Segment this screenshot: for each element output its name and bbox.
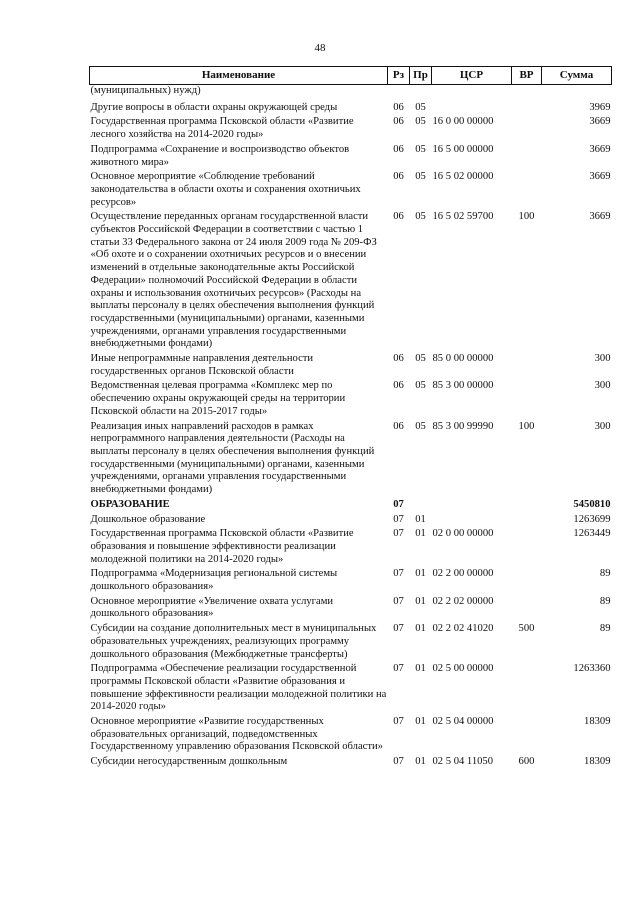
- cell-csr: 02 5 04 11050: [432, 756, 494, 768]
- cell-sum: 1263360: [573, 663, 611, 675]
- cell-sum: 18309: [584, 756, 611, 768]
- cell-vr: [512, 98, 542, 115]
- cell-pr: 05: [415, 211, 426, 223]
- cell-sum: 300: [594, 353, 611, 365]
- cell-sum: 3669: [589, 116, 611, 128]
- cell-name: Основное мероприятие «Увеличение охвата услугами дошкольного образования»: [90, 595, 334, 620]
- cell-name: Осуществление переданных органам государственной власти субъектов Российской Федерации в соответствии с частью 1 статьи 33 Федерального закона от 24 июля 2009 года № 209-ФЗ «Об охоте и о сохранении охотничьих ресурсов и о внесении изменений в отдельные законодательные акты Российской Федерации» полномочий Российской Федерации в области охраны и использования охотничьих ресурсов» (Расходы на выплаты персоналу в целях обеспечения выполнения функций государственными (муниципальными) органами, казенными учреждениями, органами управления государственными внебюджетными фондами): [90, 211, 377, 350]
- cell-sum: 18309: [584, 716, 611, 728]
- table-row: [90, 419, 612, 497]
- cell-csr: 02 5 04 00000: [432, 716, 494, 728]
- table-row: [90, 754, 612, 769]
- cell-rz: 07: [393, 568, 404, 580]
- cell-name: Дошкольное образование: [90, 513, 206, 525]
- cell-rz: 07: [393, 716, 404, 728]
- cell-name: Реализация иных направлений расходов в рамках непрограммного направления деятельности (Расходы на выплаты персоналу в целях обеспечения выполнения функций государственными (муниципальными) органами, казенными учреждениями, органами управления государственными внебюджетными фондами): [90, 420, 375, 496]
- cell-vr: [512, 378, 542, 418]
- cell-pr: 01: [415, 528, 426, 540]
- cell-rz: 06: [393, 353, 404, 365]
- cell-name: Подпрограмма «Модернизация региональной системы дошкольного образования»: [90, 568, 338, 593]
- cell-vr: 100: [518, 211, 535, 223]
- cell-rz: 06: [393, 380, 404, 392]
- cell-name: (муниципальных) нужд): [90, 85, 201, 96]
- cell-pr: 01: [415, 623, 426, 635]
- cell-sum: 1263699: [573, 513, 611, 525]
- header-rz: Рз: [388, 67, 410, 85]
- cell-rz: 06: [393, 211, 404, 223]
- cell-csr: 85 3 00 00000: [432, 380, 494, 392]
- cell-name: Ведомственная целевая программа «Комплекс мер по обеспечению охраны окружающей среды на территории Псковской области на 2015-2017 годы»: [90, 380, 346, 417]
- cell-name: ОБРАЗОВАНИЕ: [90, 498, 170, 510]
- cell-sum: 300: [594, 420, 611, 432]
- cell-csr: [432, 512, 512, 527]
- cell-name: Основное мероприятие «Соблюдение требований законодательства в области охоты и сохранения охотничьих ресурсов»: [90, 171, 361, 208]
- cell-vr: [512, 351, 542, 378]
- table-row: [90, 497, 612, 512]
- cell-vr: [512, 566, 542, 593]
- cell-pr: 01: [415, 663, 426, 675]
- cell-sum: 3669: [589, 171, 611, 183]
- cell-name: Иные непрограммные направления деятельности государственных органов Псковской области: [90, 353, 314, 377]
- table-row: [90, 526, 612, 566]
- header-sum: Сумма: [542, 67, 612, 85]
- header-vr: ВР: [512, 67, 542, 85]
- cell-rz: 06: [393, 143, 404, 155]
- table-row: [90, 661, 612, 714]
- cell-pr: 05: [415, 143, 426, 155]
- cell-name: Другие вопросы в области охраны окружающей среды: [90, 101, 338, 113]
- cell-sum: 89: [599, 595, 611, 607]
- table-row: [90, 142, 612, 169]
- cell-pr: 01: [415, 568, 426, 580]
- table-body: [90, 85, 612, 769]
- table-row: [90, 85, 612, 98]
- cell-csr: 85 3 00 99990: [432, 420, 494, 432]
- cell-pr: 05: [415, 116, 426, 128]
- cell-rz: 07: [393, 513, 404, 525]
- cell-vr: [512, 142, 542, 169]
- cell-vr: [512, 497, 542, 512]
- cell-sum: 3669: [589, 143, 611, 155]
- table-row: [90, 114, 612, 141]
- cell-csr: 85 0 00 00000: [432, 353, 494, 365]
- cell-vr: [512, 714, 542, 754]
- cell-vr: [512, 85, 542, 98]
- cell-sum: 5450810: [573, 498, 611, 510]
- budget-table: [89, 66, 612, 769]
- cell-sum: 89: [599, 568, 611, 580]
- cell-name: Субсидии на создание дополнительных мест в муниципальных образовательных учреждениях, реализующих программу дошкольного образования (Межбюджетные трансферты): [90, 623, 377, 660]
- cell-vr: 100: [518, 420, 535, 432]
- table-row: [90, 209, 612, 351]
- cell-rz: 07: [393, 595, 404, 607]
- cell-rz: 06: [393, 101, 404, 113]
- cell-vr: [512, 661, 542, 714]
- cell-rz: 07: [393, 528, 404, 540]
- cell-pr: [410, 85, 432, 98]
- cell-csr: [432, 98, 512, 115]
- cell-sum: 1263449: [573, 528, 611, 540]
- cell-sum: [542, 85, 612, 98]
- cell-csr: 02 5 00 00000: [432, 663, 494, 675]
- cell-vr: [512, 526, 542, 566]
- cell-name: Субсидии негосударственным дошкольным: [90, 756, 288, 768]
- cell-name: Государственная программа Псковской области «Развитие образования и повышение эффективности реализации молодежной политики на 2014-2020 годы»: [90, 528, 354, 565]
- cell-rz: 06: [393, 420, 404, 432]
- table-row: [90, 512, 612, 527]
- cell-vr: [512, 114, 542, 141]
- cell-csr: 16 5 00 00000: [432, 143, 494, 155]
- cell-rz: 06: [393, 116, 404, 128]
- cell-rz: 06: [393, 171, 404, 183]
- cell-pr: 01: [415, 756, 426, 768]
- cell-name: Основное мероприятие «Развитие государственных образовательных организаций, подведомственных Государственному управлению образования Псковской области»: [90, 716, 383, 753]
- cell-pr: 05: [415, 380, 426, 392]
- cell-pr: 05: [415, 171, 426, 183]
- cell-csr: 16 5 02 59700: [432, 211, 494, 223]
- cell-csr: 02 2 02 00000: [432, 595, 494, 607]
- cell-csr: [432, 497, 512, 512]
- table-row: [90, 98, 612, 115]
- cell-pr: 05: [415, 420, 426, 432]
- cell-name: Подпрограмма «Сохранение и воспроизводство объектов животного мира»: [90, 143, 350, 168]
- page-number: 48: [314, 42, 326, 54]
- cell-name: Подпрограмма «Обеспечение реализации государственной программы Псковской области «Развитие образования и повышение эффективности реализации молодежной политики на 2014-2020 годы»: [90, 663, 387, 713]
- cell-sum: 3669: [589, 211, 611, 223]
- cell-rz: 07: [393, 663, 404, 675]
- cell-pr: 05: [415, 353, 426, 365]
- cell-csr: [432, 85, 512, 98]
- cell-vr: [512, 512, 542, 527]
- cell-pr: 05: [415, 101, 426, 113]
- cell-csr: 02 0 00 00000: [432, 528, 494, 540]
- cell-sum: 89: [599, 623, 611, 635]
- table-row: [90, 566, 612, 593]
- table-row: [90, 378, 612, 418]
- header-pr: Пр: [410, 67, 432, 85]
- cell-csr: 16 0 00 00000: [432, 116, 494, 128]
- header-csr: ЦСР: [432, 67, 512, 85]
- table-header-row: [90, 67, 612, 85]
- cell-vr: 600: [518, 756, 535, 768]
- table-row: [90, 351, 612, 378]
- cell-csr: 02 2 00 00000: [432, 568, 494, 580]
- cell-rz: [388, 85, 410, 98]
- cell-rz: 07: [393, 623, 404, 635]
- cell-rz: 07: [393, 498, 404, 510]
- cell-csr: 02 2 02 41020: [432, 623, 494, 635]
- cell-csr: 16 5 02 00000: [432, 171, 494, 183]
- cell-pr: 01: [415, 595, 426, 607]
- table-row: [90, 714, 612, 754]
- cell-pr: 01: [415, 716, 426, 728]
- cell-pr: [410, 497, 432, 512]
- cell-vr: [512, 169, 542, 209]
- cell-vr: [512, 594, 542, 621]
- cell-name: Государственная программа Псковской области «Развитие лесного хозяйства на 2014-2020 годы»: [90, 116, 354, 141]
- cell-pr: 01: [415, 513, 426, 525]
- table-row: [90, 169, 612, 209]
- cell-rz: 07: [393, 756, 404, 768]
- cell-vr: 500: [518, 623, 535, 635]
- cell-sum: 300: [594, 380, 611, 392]
- table-row: [90, 621, 612, 661]
- table-row: [90, 594, 612, 621]
- header-name: Наименование: [90, 67, 388, 85]
- cell-sum: 3969: [589, 101, 611, 113]
